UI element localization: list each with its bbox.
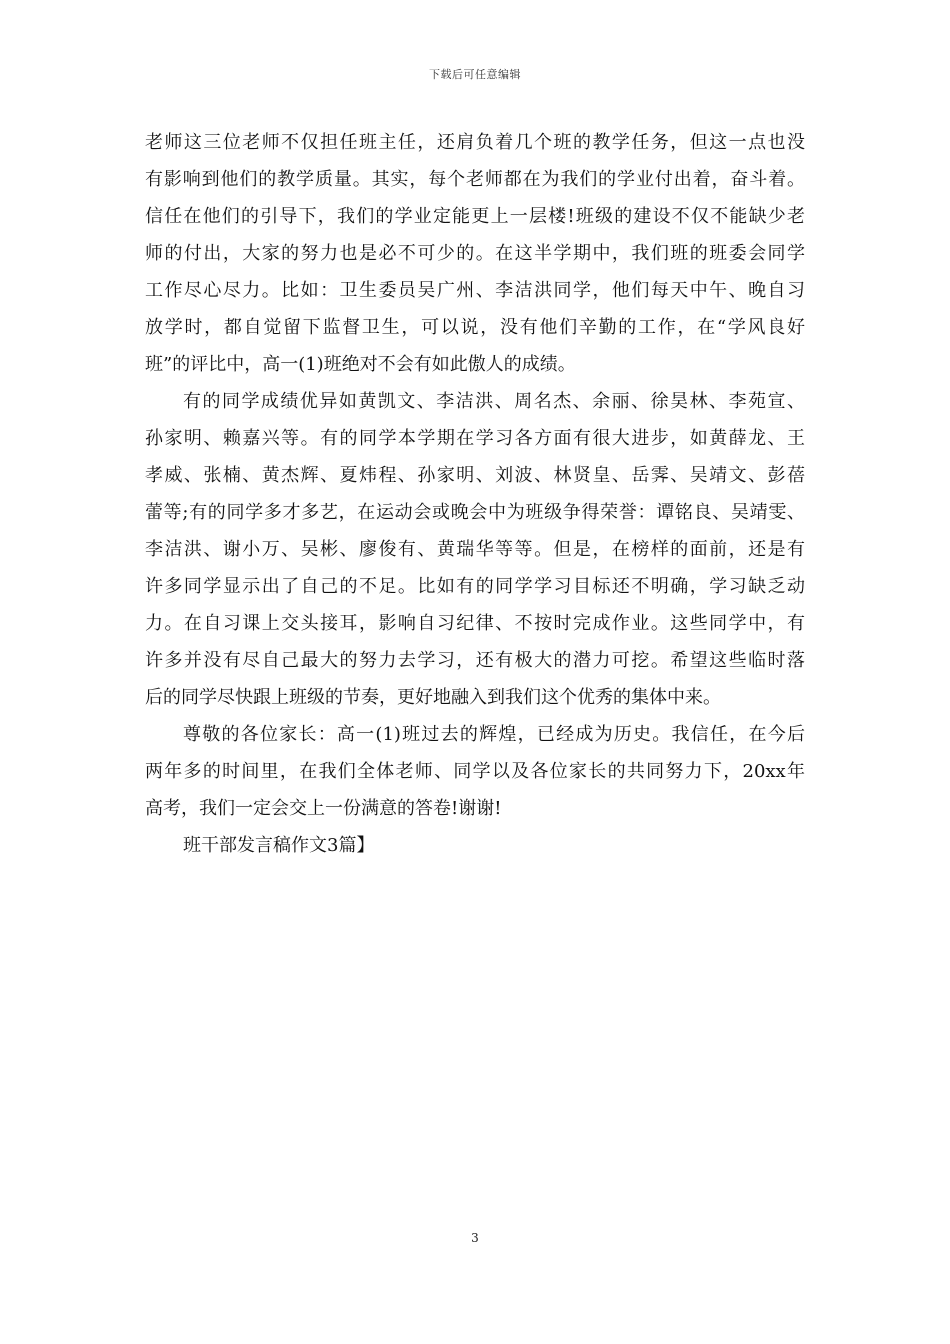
body-line: 有的同学成绩优异如黄凯文、李洁洪、周名杰、余丽、徐昊林、李苑宣、 — [183, 391, 805, 412]
body-line: 尊敬的各位家长：高一(1)班过去的辉煌，已经成为历史。我信任，在今后 — [183, 724, 805, 745]
body-line: 李洁洪、谢小万、吴彬、廖俊有、黄瑞华等等。但是，在榜样的面前，还是有 — [145, 539, 805, 560]
body-line: 老师这三位老师不仅担任班主任，还肩负着几个班的教学任务，但这一点也没 — [145, 132, 805, 153]
body-line: 孝威、张楠、黄杰辉、夏炜程、孙家明、刘波、林贤皇、岳霁、吴靖文、彭蓓 — [145, 465, 805, 486]
body-line: 高考，我们一定会交上一份满意的答卷!谢谢! — [145, 798, 502, 819]
body-line: 蕾等;有的同学多才多艺，在运动会或晚会中为班级争得荣誉：谭铭良、吴靖雯、 — [145, 502, 805, 523]
body-line: 许多同学显示出了自己的不足。比如有的同学学习目标还不明确，学习缺乏动 — [145, 576, 805, 597]
document-body — [145, 124, 805, 864]
body-line: 信任在他们的引导下，我们的学业定能更上一层楼!班级的建设不仅不能缺少老 — [145, 206, 805, 227]
body-line: 工作尽心尽力。比如：卫生委员吴广州、李洁洪同学，他们每天中午、晚自习 — [145, 280, 805, 301]
body-line: 孙家明、赖嘉兴等。有的同学本学期在学习各方面有很大进步，如黄薛龙、王 — [145, 428, 805, 449]
page-number: 3 — [471, 1231, 479, 1245]
body-line: 后的同学尽快跟上班级的节奏，更好地融入到我们这个优秀的集体中来。 — [145, 687, 721, 708]
body-line: 放学时，都自觉留下监督卫生，可以说，没有他们辛勤的工作，在“学风良好 — [145, 317, 805, 338]
body-line: 许多并没有尽自己最大的努力去学习，还有极大的潜力可挖。希望这些临时落 — [145, 650, 805, 671]
body-line: 师的付出，大家的努力也是必不可少的。在这半学期中，我们班的班委会同学 — [145, 243, 805, 264]
body-line: 两年多的时间里，在我们全体老师、同学以及各位家长的共同努力下，20xx年 — [145, 761, 805, 782]
body-line: 有影响到他们的教学质量。其实，每个老师都在为我们的学业付出着，奋斗着。 — [145, 169, 805, 190]
closing-line: 班干部发言稿作文3篇】 — [183, 835, 375, 856]
page-header: 下载后可任意编辑 — [429, 68, 521, 81]
body-line: 班”的评比中，高一(1)班绝对不会有如此傲人的成绩。 — [145, 354, 576, 375]
body-line: 力。在自习课上交头接耳，影响自习纪律、不按时完成作业。这些同学中，有 — [145, 613, 805, 634]
